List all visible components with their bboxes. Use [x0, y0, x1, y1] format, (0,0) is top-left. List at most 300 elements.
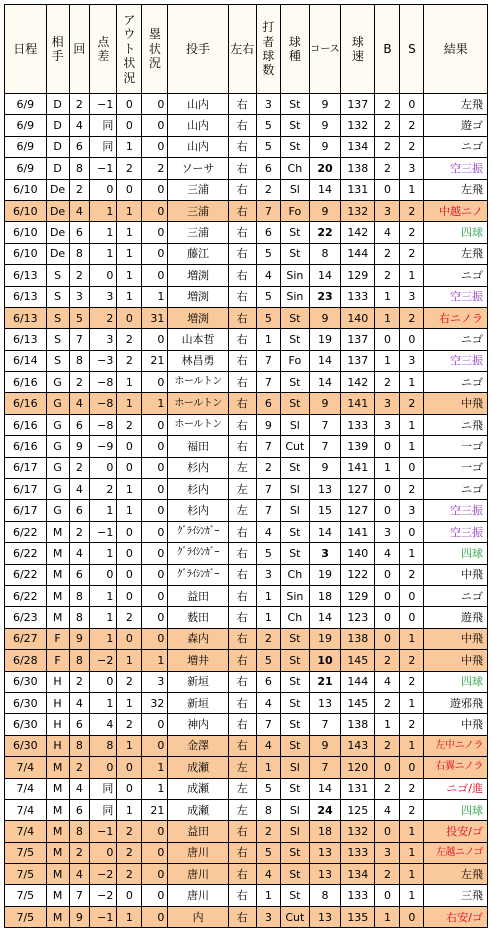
cell-base: 0 [142, 479, 168, 500]
cell-strikes: 2 [400, 479, 424, 500]
cell-pitch-type: Sl [280, 414, 309, 435]
table-row [5, 222, 488, 243]
cell-date: 6/16 [5, 393, 47, 414]
cell-out: 1 [117, 906, 142, 927]
cell-inning: 9 [69, 628, 90, 649]
cell-out: 1 [117, 243, 142, 264]
cell-hand: 左 [228, 457, 256, 478]
cell-date: 6/9 [5, 94, 47, 115]
cell-score-diff: 0 [90, 179, 117, 200]
cell-pitch-count: 8 [256, 799, 280, 820]
cell-course: 9 [309, 200, 340, 221]
cell-date: 6/22 [5, 543, 47, 564]
cell-opponent: G [46, 372, 69, 393]
cell-speed: 145 [341, 650, 375, 671]
cell-result: 空三振 [424, 158, 488, 179]
cell-speed: 135 [341, 906, 375, 927]
cell-pitch-count: 9 [256, 414, 280, 435]
cell-pitch-type: St [280, 94, 309, 115]
cell-inning: 8 [69, 243, 90, 264]
cell-strikes: 0 [400, 329, 424, 350]
cell-speed: 132 [341, 115, 375, 136]
cell-strikes: 2 [400, 650, 424, 671]
cell-pitch-type: Fo [280, 200, 309, 221]
cell-speed: 122 [341, 564, 375, 585]
cell-result: ニゴ [424, 585, 488, 606]
cell-pitcher: 三浦 [168, 222, 228, 243]
cell-strikes: 0 [400, 585, 424, 606]
cell-speed: 140 [341, 543, 375, 564]
cell-pitch-count: 7 [256, 436, 280, 457]
cell-speed: 133 [341, 414, 375, 435]
cell-pitch-type: St [280, 650, 309, 671]
table-row [5, 671, 488, 692]
table-row [5, 735, 488, 756]
table-row [5, 329, 488, 350]
table-row [5, 393, 488, 414]
cell-pitcher: ホールトン [168, 414, 228, 435]
cell-speed: 134 [341, 864, 375, 885]
cell-out: 2 [117, 714, 142, 735]
cell-inning: 8 [69, 650, 90, 671]
cell-speed: 142 [341, 222, 375, 243]
cell-strikes: 3 [400, 500, 424, 521]
cell-inning: 8 [69, 350, 90, 371]
cell-inning: 4 [69, 479, 90, 500]
cell-pitch-type: St [280, 735, 309, 756]
cell-pitch-count: 2 [256, 179, 280, 200]
cell-strikes: 3 [400, 350, 424, 371]
cell-score-diff: −2 [90, 885, 117, 906]
cell-pitcher: 藤江 [168, 243, 228, 264]
cell-pitch-type: St [280, 115, 309, 136]
cell-date: 6/30 [5, 714, 47, 735]
cell-hand: 右 [228, 543, 256, 564]
cell-pitcher: 内 [168, 906, 228, 927]
cell-pitcher: 唐川 [168, 885, 228, 906]
cell-base: 1 [142, 778, 168, 799]
header-pitcher: 投手 [168, 5, 228, 94]
cell-pitcher: ｸﾞﾗｲｼﾝｶﾞｰ [168, 543, 228, 564]
cell-date: 6/22 [5, 585, 47, 606]
cell-opponent: De [46, 200, 69, 221]
cell-out: 2 [117, 414, 142, 435]
table-row [5, 521, 488, 542]
cell-date: 6/23 [5, 607, 47, 628]
cell-inning: 6 [69, 414, 90, 435]
cell-inning: 9 [69, 906, 90, 927]
cell-result: 一ゴ [424, 436, 488, 457]
cell-opponent: D [46, 136, 69, 157]
cell-result: 投安/ゴ [424, 821, 488, 842]
cell-out: 0 [117, 457, 142, 478]
cell-balls: 2 [375, 735, 400, 756]
cell-out: 1 [117, 265, 142, 286]
cell-hand: 左 [228, 500, 256, 521]
cell-speed: 144 [341, 671, 375, 692]
cell-course: 19 [309, 329, 340, 350]
cell-course: 15 [309, 500, 340, 521]
cell-date: 6/30 [5, 671, 47, 692]
cell-date: 6/22 [5, 564, 47, 585]
cell-pitcher: 山内 [168, 115, 228, 136]
table-row [5, 243, 488, 264]
cell-base: 0 [142, 179, 168, 200]
cell-balls: 2 [375, 864, 400, 885]
table-row [5, 864, 488, 885]
cell-base: 0 [142, 265, 168, 286]
cell-date: 7/5 [5, 885, 47, 906]
cell-pitch-type: St [280, 136, 309, 157]
cell-speed: 140 [341, 307, 375, 328]
table-row [5, 885, 488, 906]
cell-opponent: M [46, 842, 69, 863]
cell-pitcher: 三浦 [168, 179, 228, 200]
cell-course: 9 [309, 735, 340, 756]
cell-score-diff: 4 [90, 714, 117, 735]
cell-opponent: M [46, 585, 69, 606]
cell-opponent: M [46, 799, 69, 820]
cell-strikes: 1 [400, 842, 424, 863]
cell-opponent: S [46, 350, 69, 371]
cell-pitch-type: St [280, 543, 309, 564]
cell-score-diff: 1 [90, 628, 117, 649]
cell-pitcher: 山内 [168, 136, 228, 157]
cell-pitch-type: Sl [280, 479, 309, 500]
table-row [5, 265, 488, 286]
cell-hand: 右 [228, 115, 256, 136]
cell-inning: 4 [69, 393, 90, 414]
cell-hand: 右 [228, 607, 256, 628]
cell-result: 四球 [424, 799, 488, 820]
cell-balls: 3 [375, 200, 400, 221]
cell-inning: 4 [69, 864, 90, 885]
cell-hand: 右 [228, 671, 256, 692]
cell-pitch-count: 7 [256, 200, 280, 221]
cell-pitcher: ｸﾞﾗｲｼﾝｶﾞｰ [168, 521, 228, 542]
cell-strikes: 2 [400, 799, 424, 820]
cell-opponent: M [46, 906, 69, 927]
cell-score-diff: 1 [90, 607, 117, 628]
cell-balls: 3 [375, 842, 400, 863]
cell-course: 9 [309, 115, 340, 136]
cell-date: 6/16 [5, 436, 47, 457]
cell-pitch-type: St [280, 885, 309, 906]
cell-result: ニゴ [424, 136, 488, 157]
cell-result: 左越ニノゴ [424, 842, 488, 863]
cell-pitch-type: St [280, 521, 309, 542]
header-row [5, 5, 488, 94]
cell-score-diff: 0 [90, 671, 117, 692]
cell-inning: 7 [69, 329, 90, 350]
cell-course: 3 [309, 543, 340, 564]
cell-balls: 0 [375, 607, 400, 628]
cell-pitcher: 益田 [168, 585, 228, 606]
cell-pitcher: 山内 [168, 94, 228, 115]
cell-speed: 138 [341, 714, 375, 735]
cell-course: 23 [309, 286, 340, 307]
cell-base: 0 [142, 500, 168, 521]
cell-score-diff: −3 [90, 350, 117, 371]
cell-speed: 141 [341, 521, 375, 542]
cell-hand: 右 [228, 714, 256, 735]
cell-date: 6/30 [5, 692, 47, 713]
cell-date: 6/10 [5, 179, 47, 200]
cell-date: 6/10 [5, 222, 47, 243]
cell-inning: 2 [69, 671, 90, 692]
cell-course: 14 [309, 607, 340, 628]
cell-opponent: H [46, 692, 69, 713]
cell-score-diff: −1 [90, 94, 117, 115]
cell-balls: 1 [375, 457, 400, 478]
cell-inning: 6 [69, 222, 90, 243]
cell-hand: 右 [228, 628, 256, 649]
cell-pitch-count: 7 [256, 714, 280, 735]
cell-date: 7/4 [5, 799, 47, 820]
cell-strikes: 2 [400, 243, 424, 264]
at-bat-log-table [4, 4, 488, 928]
cell-score-diff: −8 [90, 414, 117, 435]
cell-pitcher: 成瀬 [168, 757, 228, 778]
header-result: 結果 [424, 5, 488, 94]
cell-opponent: F [46, 628, 69, 649]
cell-speed: 142 [341, 372, 375, 393]
cell-pitcher: 増渕 [168, 307, 228, 328]
cell-strikes: 2 [400, 393, 424, 414]
cell-score-diff: 2 [90, 307, 117, 328]
cell-strikes: 1 [400, 864, 424, 885]
cell-opponent: G [46, 414, 69, 435]
cell-balls: 1 [375, 906, 400, 927]
cell-speed: 123 [341, 607, 375, 628]
cell-out: 2 [117, 607, 142, 628]
cell-base: 0 [142, 735, 168, 756]
cell-strikes: 3 [400, 286, 424, 307]
cell-opponent: H [46, 714, 69, 735]
table-row [5, 179, 488, 200]
cell-hand: 右 [228, 179, 256, 200]
cell-result: 右翼ニノラ [424, 757, 488, 778]
cell-strikes: 1 [400, 265, 424, 286]
cell-pitcher: 薮田 [168, 607, 228, 628]
cell-base: 2 [142, 158, 168, 179]
cell-course: 8 [309, 885, 340, 906]
cell-pitcher: 金澤 [168, 735, 228, 756]
cell-strikes: 2 [400, 136, 424, 157]
cell-result: 左飛 [424, 179, 488, 200]
cell-out: 0 [117, 179, 142, 200]
cell-pitcher: 成瀬 [168, 799, 228, 820]
cell-hand: 右 [228, 158, 256, 179]
cell-date: 6/16 [5, 414, 47, 435]
cell-pitch-type: Sl [280, 757, 309, 778]
cell-pitcher: 神内 [168, 714, 228, 735]
cell-hand: 右 [228, 842, 256, 863]
cell-score-diff: 0 [90, 457, 117, 478]
cell-base: 0 [142, 436, 168, 457]
cell-opponent: M [46, 757, 69, 778]
table-row [5, 607, 488, 628]
cell-out: 0 [117, 885, 142, 906]
cell-strikes: 1 [400, 436, 424, 457]
cell-result: 空三振 [424, 286, 488, 307]
cell-pitch-type: St [280, 393, 309, 414]
cell-hand: 右 [228, 906, 256, 927]
cell-opponent: De [46, 179, 69, 200]
cell-strikes: 2 [400, 115, 424, 136]
cell-opponent: S [46, 265, 69, 286]
cell-speed: 132 [341, 200, 375, 221]
cell-balls: 2 [375, 158, 400, 179]
cell-balls: 4 [375, 222, 400, 243]
cell-speed: 137 [341, 350, 375, 371]
cell-score-diff: 1 [90, 585, 117, 606]
cell-pitcher: 増渕 [168, 265, 228, 286]
cell-base: 0 [142, 564, 168, 585]
cell-result: 左飛 [424, 94, 488, 115]
cell-hand: 左 [228, 778, 256, 799]
cell-opponent: S [46, 329, 69, 350]
table-row [5, 94, 488, 115]
cell-inning: 3 [69, 286, 90, 307]
cell-out: 2 [117, 329, 142, 350]
cell-hand: 右 [228, 243, 256, 264]
cell-score-diff: −8 [90, 393, 117, 414]
cell-pitch-type: Ch [280, 607, 309, 628]
cell-speed: 129 [341, 265, 375, 286]
table-row [5, 906, 488, 927]
cell-inning: 4 [69, 692, 90, 713]
cell-pitch-type: St [280, 243, 309, 264]
cell-pitch-count: 3 [256, 906, 280, 927]
cell-out: 1 [117, 222, 142, 243]
cell-hand: 右 [228, 735, 256, 756]
cell-strikes: 0 [400, 607, 424, 628]
cell-strikes: 0 [400, 906, 424, 927]
table-row [5, 158, 488, 179]
cell-pitch-type: Sin [280, 265, 309, 286]
cell-score-diff: 1 [90, 692, 117, 713]
cell-out: 0 [117, 94, 142, 115]
table-row [5, 307, 488, 328]
header-strikes: S [400, 5, 424, 94]
cell-base: 0 [142, 115, 168, 136]
cell-base: 0 [142, 714, 168, 735]
cell-course: 9 [309, 457, 340, 478]
cell-opponent: M [46, 543, 69, 564]
cell-score-diff: 同 [90, 799, 117, 820]
cell-inning: 6 [69, 714, 90, 735]
cell-hand: 右 [228, 307, 256, 328]
cell-result: 左中ニノラ [424, 735, 488, 756]
cell-result: 中飛 [424, 393, 488, 414]
cell-hand: 右 [228, 885, 256, 906]
cell-balls: 4 [375, 671, 400, 692]
cell-balls: 0 [375, 821, 400, 842]
cell-pitch-count: 7 [256, 350, 280, 371]
cell-score-diff: −2 [90, 650, 117, 671]
cell-date: 7/5 [5, 842, 47, 863]
cell-speed: 145 [341, 692, 375, 713]
cell-pitch-count: 4 [256, 735, 280, 756]
cell-date: 6/10 [5, 243, 47, 264]
cell-strikes: 0 [400, 457, 424, 478]
cell-speed: 137 [341, 329, 375, 350]
cell-balls: 2 [375, 136, 400, 157]
cell-pitcher: 新垣 [168, 671, 228, 692]
cell-hand: 右 [228, 200, 256, 221]
cell-out: 1 [117, 479, 142, 500]
cell-course: 14 [309, 778, 340, 799]
cell-course: 7 [309, 436, 340, 457]
cell-hand: 右 [228, 821, 256, 842]
cell-inning: 2 [69, 757, 90, 778]
cell-pitcher: 山本哲 [168, 329, 228, 350]
cell-hand: 右 [228, 436, 256, 457]
cell-score-diff: 0 [90, 842, 117, 863]
cell-pitch-type: St [280, 307, 309, 328]
cell-speed: 133 [341, 842, 375, 863]
cell-strikes: 0 [400, 757, 424, 778]
cell-pitch-count: 4 [256, 265, 280, 286]
cell-course: 14 [309, 521, 340, 542]
cell-course: 14 [309, 350, 340, 371]
cell-speed: 133 [341, 885, 375, 906]
cell-strikes: 3 [400, 158, 424, 179]
table-row [5, 628, 488, 649]
cell-pitch-type: Sl [280, 500, 309, 521]
cell-strikes: 2 [400, 671, 424, 692]
cell-score-diff: 0 [90, 265, 117, 286]
cell-speed: 131 [341, 179, 375, 200]
cell-strikes: 1 [400, 821, 424, 842]
cell-strikes: 1 [400, 885, 424, 906]
cell-pitch-type: St [280, 692, 309, 713]
cell-date: 6/14 [5, 350, 47, 371]
cell-course: 14 [309, 265, 340, 286]
cell-score-diff: 1 [90, 543, 117, 564]
cell-course: 9 [309, 136, 340, 157]
cell-date: 6/17 [5, 457, 47, 478]
table-row [5, 200, 488, 221]
cell-base: 0 [142, 94, 168, 115]
cell-balls: 2 [375, 94, 400, 115]
cell-base: 0 [142, 906, 168, 927]
cell-opponent: M [46, 864, 69, 885]
cell-pitch-count: 5 [256, 243, 280, 264]
cell-out: 2 [117, 842, 142, 863]
cell-pitch-count: 7 [256, 372, 280, 393]
cell-inning: 5 [69, 307, 90, 328]
cell-score-diff: 8 [90, 735, 117, 756]
cell-pitcher: 唐川 [168, 842, 228, 863]
cell-out: 1 [117, 650, 142, 671]
cell-course: 13 [309, 864, 340, 885]
cell-course: 13 [309, 842, 340, 863]
cell-strikes: 2 [400, 222, 424, 243]
cell-strikes: 0 [400, 94, 424, 115]
cell-result: 左飛 [424, 864, 488, 885]
cell-date: 6/30 [5, 735, 47, 756]
cell-strikes: 2 [400, 200, 424, 221]
cell-date: 6/9 [5, 136, 47, 157]
cell-balls: 2 [375, 265, 400, 286]
cell-course: 9 [309, 393, 340, 414]
cell-out: 0 [117, 628, 142, 649]
cell-pitch-type: St [280, 628, 309, 649]
cell-result: 遊邪飛 [424, 692, 488, 713]
cell-score-diff: 1 [90, 243, 117, 264]
